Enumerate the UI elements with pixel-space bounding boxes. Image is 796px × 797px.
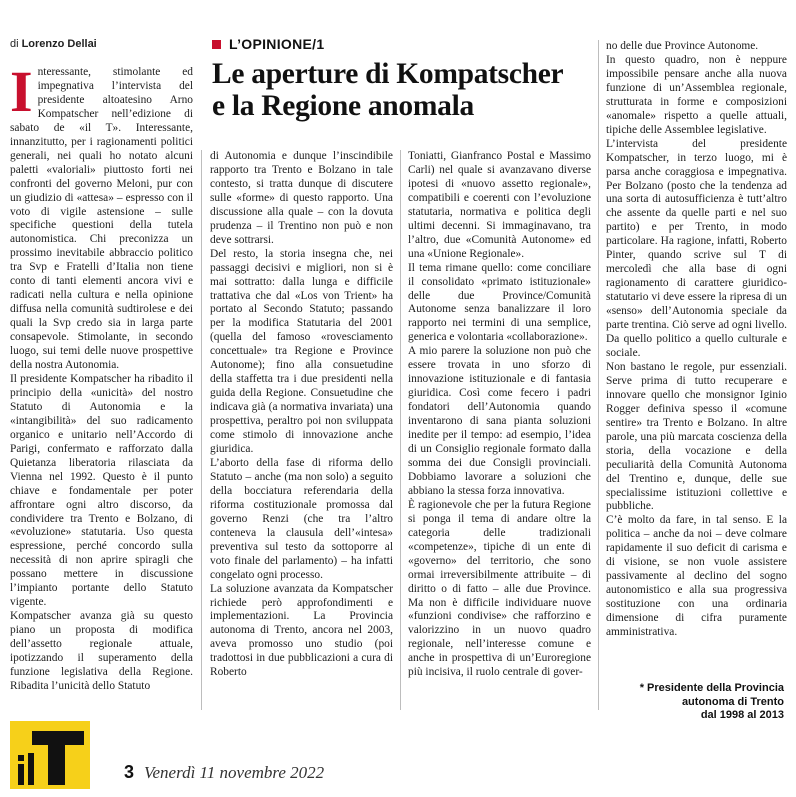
drop-cap: I — [10, 66, 33, 124]
byline-prefix: di — [10, 38, 19, 50]
column-divider — [598, 40, 599, 710]
paragraph: Non bastano le regole, pur essenziali. Serve prima di tutto recuperare e innovare quello che monsignor Iginio Rogger definiva spesso il «comune sentire» tra Trento e Bolzano. In altre parole, una più marcata coscienza della storia, della vocazione e della peculiarità della Comunità Autonoma del Trentino e, dunque, delle sue specialissime istituzioni collettive e pubbliche. — [606, 360, 787, 513]
paragraph: L’aborto della fase di riforma dello Statuto – anche (ma non solo) a seguito della bocciatura referendaria della riforma costituzionale promossa dal governo Renzi (che tra l’altro conteneva la clausula dell’«intesa» preventiva sul testo da sottoporre al voto finale del parlamento) – ha infatti congelato ogni processo. — [210, 456, 393, 581]
page-number: 3 — [124, 762, 135, 782]
paragraph: L’intervista del presidente Kompatscher, in terzo luogo, mi è parsa anche coraggiosa e impegnativa. Per Bolzano (posto che la tendenza ad una sorta di autosufficienza è tutt’altro che assente da quelle parti e nel suo partito) e per Trento, in modo particolare. Ha ragione, infatti, Roberto Pinter, quando scrive sul T di mercoledì che alla base di ogni ragionamento di carattere giuridico-statutario vi deve essere la ripresa di un «senso» dell’Autonomia speciale da parte trentina. Ciò serve ad ogni livello. Da quello politico a quello culturale e sociale. — [606, 137, 787, 359]
paragraph: Il tema rimane quello: come conciliare il consolidato «primato istituzionale» delle due Province/Comunità Autonome senza banalizzare il loro rapporto nei termini di una semplice, generica e volontaria «collaborazione». — [408, 261, 591, 344]
paragraph: nteressante, stimolante ed impegnativa l’intervista del presidente altoatesino Arno Kompatscher nell’edizione di sabato de «il T». Interessante, innanzitutto, per i ragionamenti politici generali, nei quali ho notato alcuni paletti «valoriali» piuttosto forti nei confronti del governo Meloni, pur con un giudizio di «attesa» – espresso con il voto di vigile astensione – sulle specifiche questioni della tutela autonomistica. Chi preconizza un prossimo inevitabile abbraccio politico tra Svp e Fratelli d’Italia non tiene conto di tanti elementi ancora vivi e radicati nella cultura e nella opinione diffusa nella comunità sudtirolese e dei quali la Svp credo sia in larga parte consapevole. Stimolante, in secondo luogo, sui temi delle nuove prospettive della nostra Autonomia. — [10, 66, 193, 372]
author-signature — [606, 682, 784, 723]
column-divider — [201, 150, 202, 710]
issue-date: Venerdì 11 novembre 2022 — [144, 763, 325, 782]
paragraph: C’è molto da fare, in tal senso. E la politica – anche da noi – deve colmare rapidamente il suo deficit di carisma e di visione, se non vuole assistere passivamente al declino del sogno autonomistico e alla sua progressiva sostituzione con una ordinaria dimensione di cifra puramente amministrativa. — [606, 514, 787, 639]
newspaper-logo — [10, 721, 90, 789]
paragraph: Del resto, la storia insegna che, nei passaggi decisivi e migliori, non si è mai sottratto: dalla lunga e difficile trattativa che dal «Los von Trient» ha portato al Secondo Statuto; passando per la modifica Statutaria del 2001 (quella del famoso «rovesciamento concettuale» tra Regione e Province Autonome); fino alla consuetudine della staffetta tra i due presidenti nella guida della Regione. Consuetudine che indicava già (a normativa invariata) una prospettiva, peraltro poi non sviluppata come stimolo di innovazione anche giuridica. — [210, 247, 393, 456]
paragraph: di Autonomia e dunque l’inscindibile rapporto tra Trento e Bolzano in tale contesto, si tratta dunque di discutere sulle «forme» di questo rapporto. Una discussione alla quale – con la dovuta prudenza – il Trentino non può e non deve sottrarsi. — [210, 150, 393, 246]
article-column-3 — [408, 150, 591, 710]
article-column-1 — [10, 66, 193, 714]
paragraph: La soluzione avanzata da Kompatscher richiede però approfondimenti e implementazioni. La Provincia autonoma di Trento, ancora nel 2003, aveva promosso uno studio (poi tradottosi in due pubblicazioni a cura di Roberto — [210, 582, 393, 679]
paragraph: no delle due Province Autonome. — [606, 40, 759, 52]
signature-line: autonoma di Trento — [681, 695, 784, 708]
section-kicker — [212, 36, 324, 52]
signature-line: * Presidente della Provincia — [639, 682, 784, 694]
paragraph: Il presidente Kompatscher ha ribadito il principio della «unicità» del nostro Statuto di Autonomia e la «intangibilità» del suo radicamento organico e unitario nell’Accordo di Parigi, confermato e rafforzato dalla Quietanza liberatoria rilasciata da Vienna nel 1992. Questo è il punto chiave e fondamentale per poter affrontare ogni altro discorso, da condividere tra Trento e Bolzano, di «evoluzione» statutaria. Uso questa espressione, perché concordo sulla necessità di non aprire spiragli che possano mettere in discussione l’impianto portante dello Statuto vigente. — [10, 372, 193, 609]
paragraph: Kompatscher avanza già su questo piano un proposta di modifica dell’assetto regionale attuale, ipotizzando il superamento della funzione legislativa della Regione. Ribadita l’unicità dello Statuto — [10, 610, 193, 692]
kicker-square-icon — [212, 40, 221, 49]
paragraph: A mio parere la soluzione non può che essere trovata in uno sforzo di innovazione istituzionale e di fantasia giuridica. Così come fecero i padri fondatori dell’Autonomia quando inventarono di sana pianta soluzioni inedite per il tempo: ad esempio, l’idea di un Consiglio regionale formato dalla somma dei due Consigli provinciali. Dobbiamo lavorare a soluzioni che abbiano la stessa forza innovativa. — [408, 345, 591, 497]
paragraph: In questo quadro, non è neppure impossibile pensare anche alla nuova funzione di un’Assemblea regionale, strutturata in forme e composizioni «anomale» rispetto a quelle attuali, tipiche delle Assemblee legislative. — [606, 53, 787, 136]
article-column-4 — [606, 40, 787, 676]
paragraph: È ragionevole che per la futura Regione si ponga il tema di andare oltre la categoria delle tradizionali «competenze», tipiche di un ente di «governo» del territorio, che sono ormai irreversibilmente attribuite – di diritto o di fatto – alle due Province. Ma non è difficile individuare nuove «funzioni condivise» che rafforzino e valorizzino in un nuovo quadro regionale, nell’interesse comune e anche in prospettiva di un’Euroregione più incisiva, il ruolo centrale di gover- — [408, 498, 591, 679]
column-divider — [400, 150, 401, 710]
signature-line: dal 1998 al 2013 — [700, 709, 784, 721]
article-column-2 — [210, 150, 393, 710]
kicker-label: L’OPINIONE/1 — [229, 36, 325, 52]
headline — [212, 58, 597, 122]
byline — [10, 38, 97, 50]
headline-line-2: e la Regione anomala — [212, 90, 474, 122]
author-name: Lorenzo Dellai — [21, 38, 97, 50]
il-t-logo-icon — [10, 721, 90, 789]
paragraph: Toniatti, Gianfranco Postal e Massimo Carli) nel quale si avanzavano diverse ipotesi di «nuovo assetto regionale», compatibili e coerenti con l’evoluzione statutaria, normativa e politica degli ultimi decenni. Si immaginavano, tra l’altro, due «Comunità Autonome» ed una «Unione Regionale». — [408, 150, 591, 260]
headline-line-1: Le aperture di Kompatscher — [212, 58, 564, 90]
